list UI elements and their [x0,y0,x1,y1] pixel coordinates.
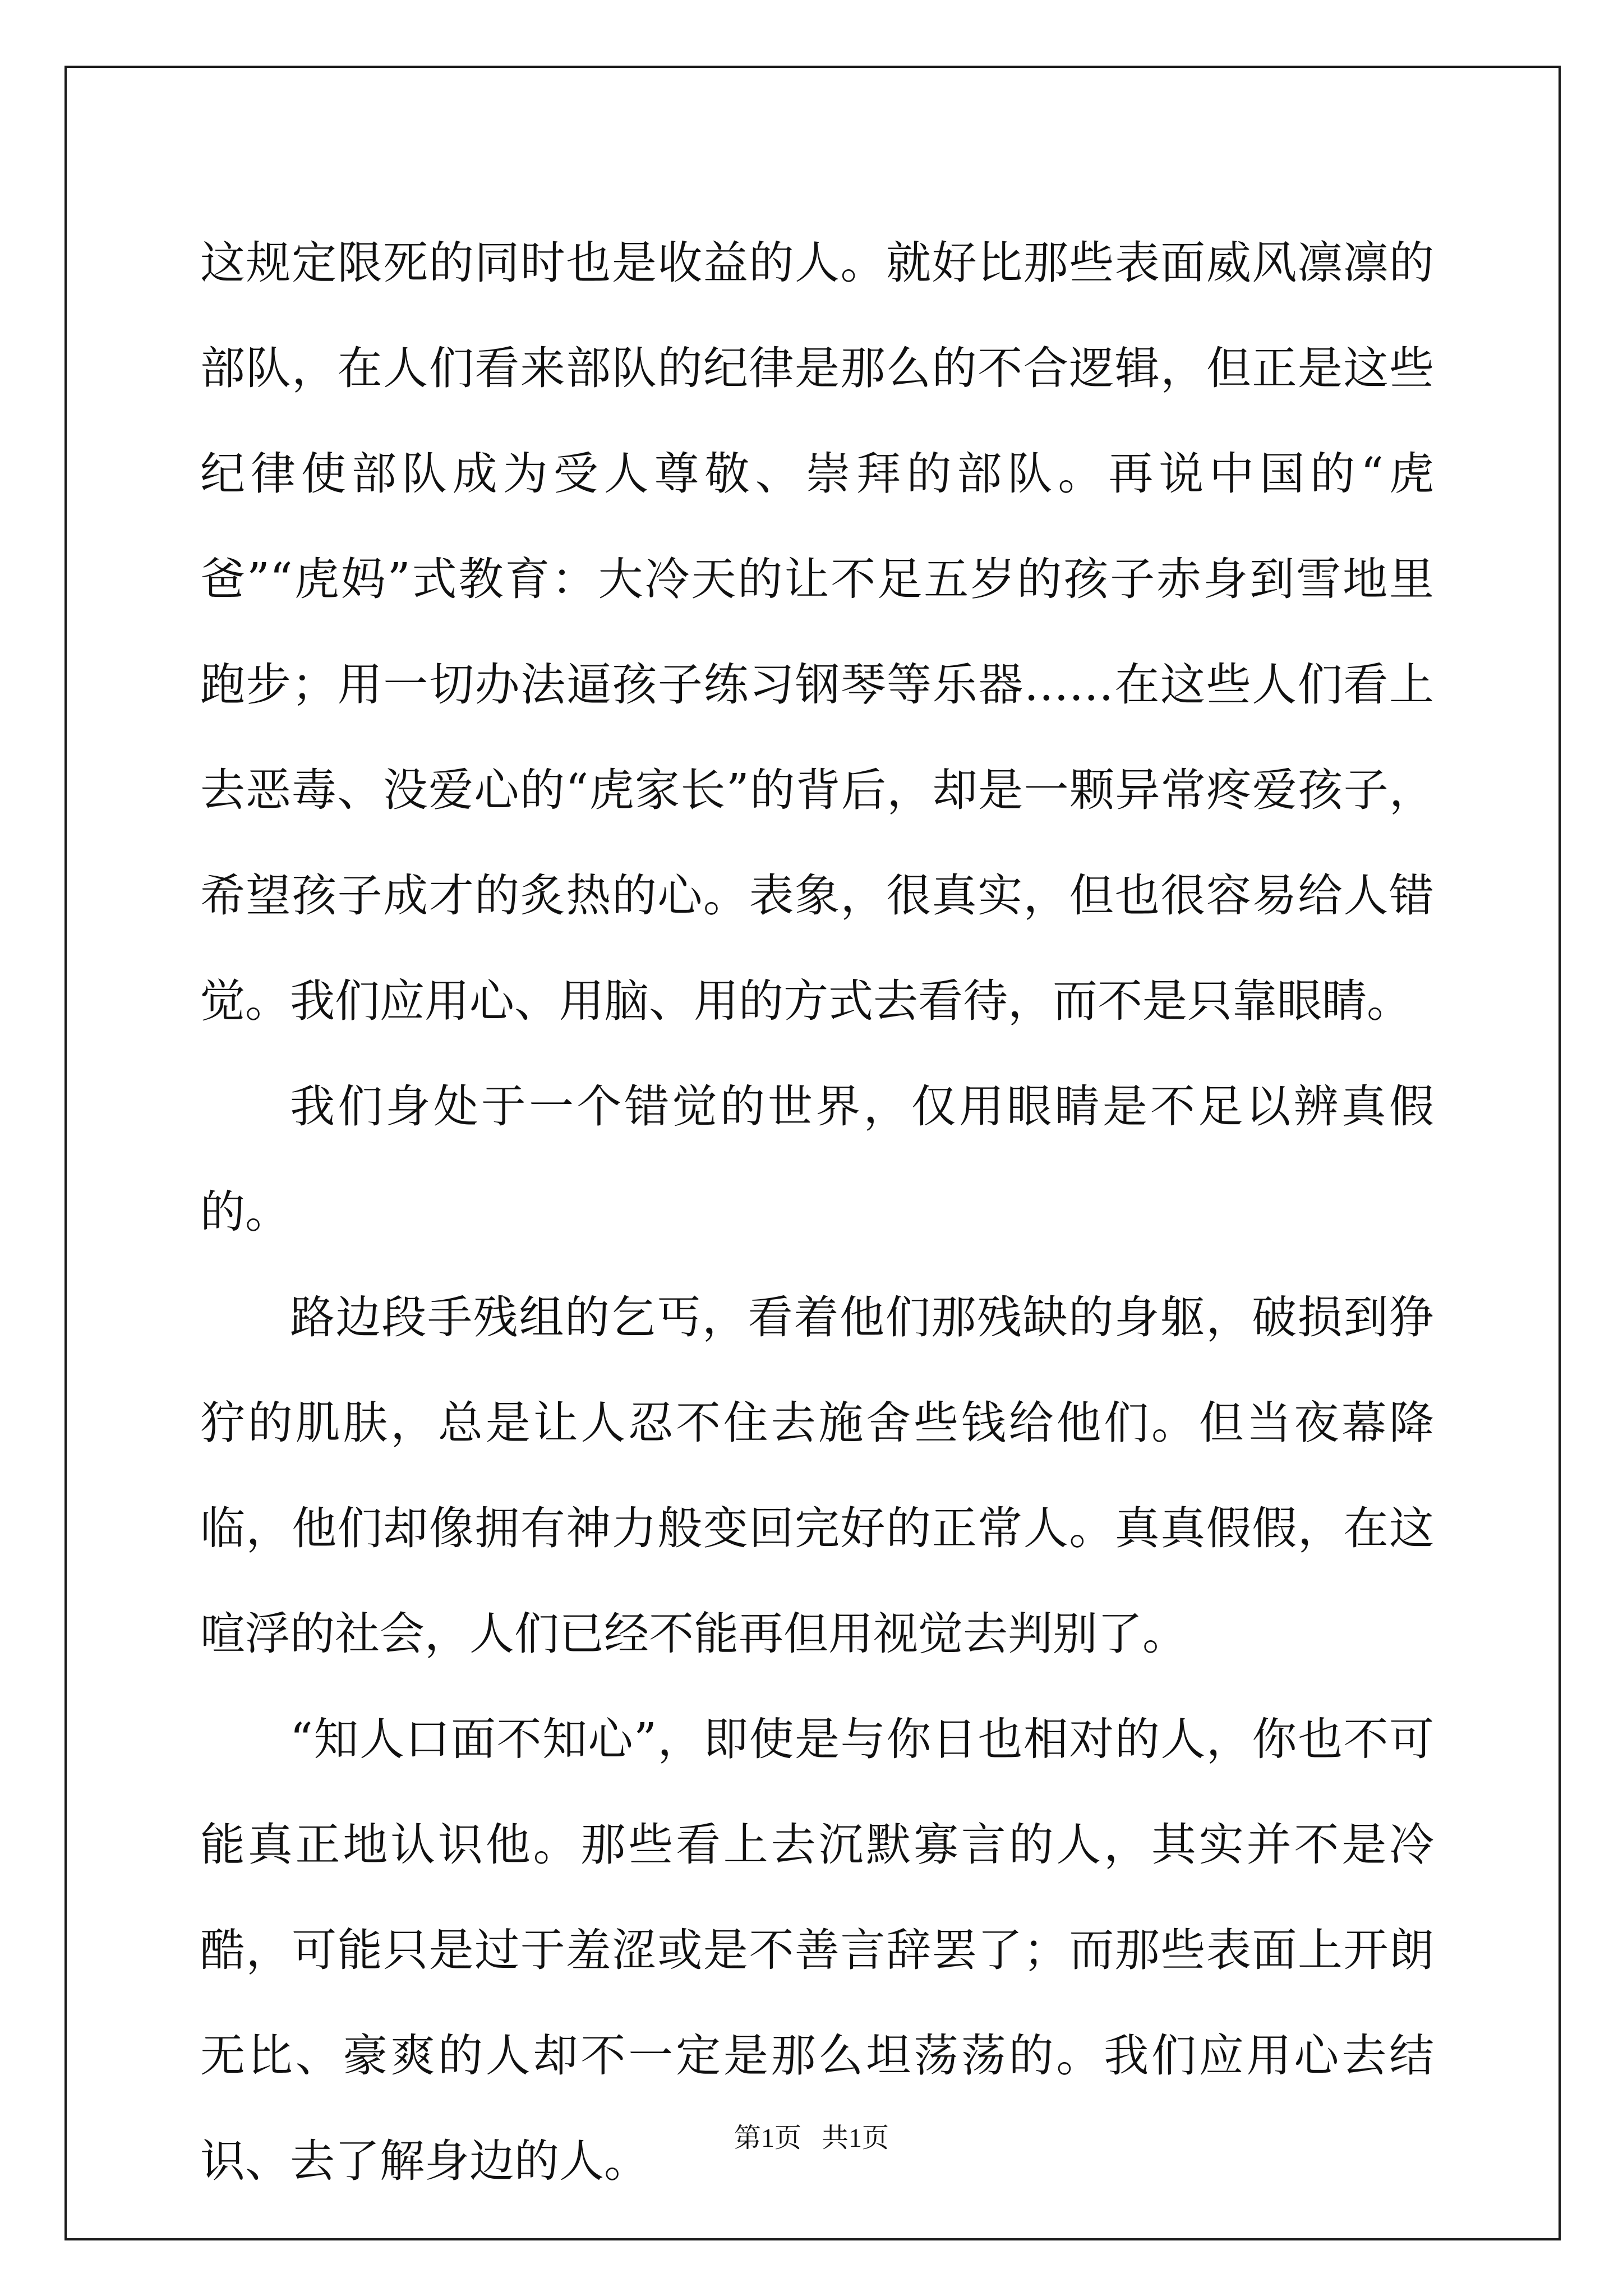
paragraph-4: “知人口面不知心”，即使是与你日也相对的人，你也不可能真正地认识他。那些看上去沉默寡言的人，其实并不是冷酷，可能只是过于羞涩或是不善言辞罢了；而那些表面上开朗无比、豪爽的人却不一定是那么坦荡荡的。我们应用心去结识、去了解身边的人。 [200,1713,1434,2187]
paragraph-1: 这规定限死的同时也是收益的人。就好比那些表面威风凛凛的部队，在人们看来部队的纪律是那么的不合逻辑，但正是这些纪律使部队成为受人尊敬、崇拜的部队。再说中国的“虎爸”“虎妈”式教育：大冷天的让不足五岁的孩子赤身到雪地里跑步；用一切办法逼孩子练习钢琴等乐器……在这些人们看上去恶毒、没爱心的“虎家长”的背后，却是一颗异常疼爱孩子，希望孩子成才的炙热的心。表象，很真实，但也很容易给人错觉。我们应用心、用脑、用的方式去看待，而不是只靠眼睛。 [200,237,1434,1027]
paragraph-2: 我们身处于一个错觉的世界，仅用眼睛是不足以辨真假的。 [200,1080,1434,1238]
paragraph-3: 路边段手残组的乞丐，看着他们那残缺的身躯，破损到狰狞的肌肤，总是让人忍不住去施舍些钱给他们。但当夜幕降临，他们却像拥有神力般变回完好的正常人。真真假假，在这喧浮的社会，人们已经不能再但用视觉去判别了。 [200,1291,1434,1660]
page-footer: 第1页 共1页 [734,2123,889,2153]
document-body [200,210,1434,2214]
